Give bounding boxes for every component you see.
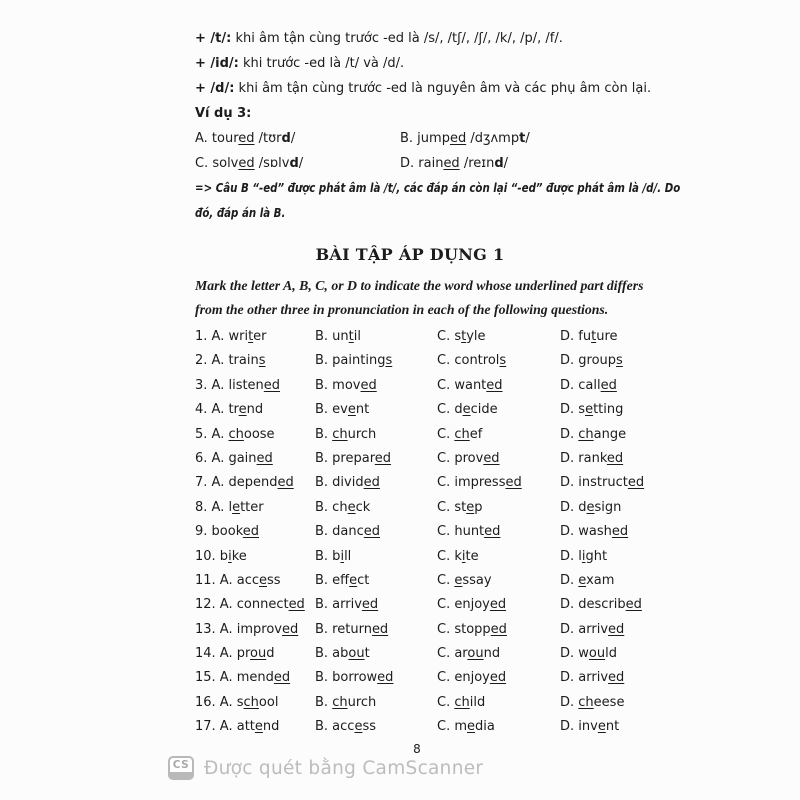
underlined-part: ed: [363, 524, 381, 540]
question-option: B. event: [315, 402, 370, 418]
question-option: 12. A. connected: [195, 597, 305, 613]
questions-list: [195, 325, 675, 740]
question-option: C. media: [437, 719, 495, 735]
question-option: 8. A. letter: [195, 499, 264, 515]
question-row: [195, 593, 675, 617]
question-option: B. prepared: [315, 450, 392, 466]
question-row: [195, 520, 675, 544]
instruction-line: Mark the letter A, B, C, or D to indicate the word whose underlined part differs: [195, 278, 644, 293]
question-option: C. controls: [437, 353, 507, 369]
question-option: C. enjoyed: [437, 597, 507, 613]
question-row: [195, 349, 675, 373]
underlined-part: i: [340, 548, 345, 564]
question-option: B. effect: [315, 572, 370, 588]
underlined-part: ed: [281, 621, 299, 637]
question-option: C. essay: [437, 572, 492, 588]
question-option: D. groups: [560, 353, 623, 369]
question-row: [195, 715, 675, 739]
underlined-part: ed: [489, 597, 507, 613]
question-option: D. design: [560, 499, 622, 515]
question-option: D. future: [560, 329, 618, 344]
underlined-part: ch: [578, 694, 594, 710]
example-option: D. rained /reɪnd/: [400, 156, 509, 171]
question-option: 2. A. trains: [195, 353, 266, 369]
question-option: D. invent: [560, 719, 620, 735]
question-option: D. would: [560, 646, 617, 662]
question-option: D. described: [560, 597, 642, 613]
underlined-part: ou: [467, 646, 484, 662]
underlined-part: ou: [250, 646, 267, 662]
question-option: B. paintings: [315, 353, 393, 369]
conclusion-line: đó, đáp án là B.: [195, 206, 286, 221]
question-row: [195, 691, 675, 715]
question-option: 1. A. writer: [195, 329, 267, 344]
question-option: B. moved: [315, 377, 377, 393]
question-row: [195, 666, 675, 690]
example-option: C. solved /sɒlvd/: [195, 156, 304, 171]
underlined-part: e: [254, 719, 263, 735]
underlined-part: e: [586, 499, 595, 515]
underlined-part: ch: [454, 426, 470, 442]
underlined-part: s: [499, 353, 507, 369]
question-option: D. washed: [560, 524, 629, 540]
underlined-part: s: [616, 353, 623, 369]
underlined-part: ed: [242, 524, 260, 540]
underlined-part: ed: [489, 670, 507, 686]
underlined-part: ed: [627, 475, 645, 491]
underlined-part: ch: [332, 694, 348, 710]
underlined-part: e: [466, 499, 475, 515]
exercise-instruction: [195, 274, 675, 322]
page-content: [195, 26, 681, 757]
underlined-part: ed: [625, 597, 642, 613]
underlined-part: ed: [371, 621, 389, 637]
underlined-part: s: [385, 353, 393, 369]
camscanner-logo-text: CS: [172, 759, 190, 771]
question-option: 16. A. school: [195, 694, 279, 710]
note-line: + /d/: khi âm tận cùng trước -ed là nguyên âm và các phụ âm còn lại.: [195, 81, 652, 96]
page-number: 8: [413, 741, 421, 756]
question-option: 10. bike: [195, 548, 247, 564]
underlined-part: ed: [360, 377, 377, 393]
question-option: C. hunted: [437, 524, 501, 540]
question-option: B. arrived: [315, 597, 379, 613]
question-row: [195, 545, 675, 569]
question-option: B. access: [315, 719, 376, 735]
underlined-part: ed: [363, 475, 380, 491]
question-option: B. danced: [315, 524, 381, 540]
underlined-part: e: [354, 719, 363, 735]
question-row: [195, 642, 675, 666]
underlined-part: ch: [578, 426, 594, 442]
underlined-part: ed: [277, 475, 294, 491]
question-option: B. returned: [315, 621, 389, 637]
underlined-part: ed: [505, 475, 522, 491]
underlined-part: ed: [374, 450, 392, 466]
question-row: [195, 569, 675, 593]
underlined-part: ch: [243, 694, 259, 710]
underlined-part: e: [238, 402, 247, 418]
question-option: C. proved: [437, 450, 500, 466]
question-row: [195, 374, 675, 398]
underlined-part: e: [578, 572, 587, 588]
question-option: B. about: [315, 646, 370, 662]
note-line: + /t/: khi âm tận cùng trước -ed là /s/, /tʃ/, /ʃ/, /k/, /p/, /f/.: [195, 31, 563, 46]
question-option: 9. booked: [195, 524, 260, 540]
camscanner-logo-bar: [170, 772, 192, 778]
question-row: [195, 447, 675, 471]
underlined-part: ed: [486, 377, 503, 393]
question-option: 15. A. mended: [195, 670, 291, 686]
underlined-part: i: [461, 548, 466, 564]
question-option: C. kite: [437, 548, 479, 564]
question-option: C. wanted: [437, 377, 503, 393]
question-option: D. exam: [560, 572, 615, 588]
question-row: [195, 423, 675, 447]
underlined-part: ed: [490, 621, 507, 637]
underlined-part: e: [232, 499, 241, 515]
question-option: D. setting: [560, 402, 624, 418]
underlined-part: e: [259, 572, 267, 588]
question-option: 14. A. proud: [195, 646, 275, 662]
underlined-part: e: [347, 402, 356, 418]
question-option: D. called: [560, 377, 617, 393]
underlined-part: t: [461, 329, 467, 344]
section-title: BÀI TẬP ÁP DỤNG 1: [315, 245, 505, 264]
underlined-part: ed: [608, 621, 625, 637]
question-option: C. step: [437, 499, 483, 515]
question-row: [195, 471, 675, 495]
question-option: B. divided: [315, 475, 380, 491]
example-title: Ví dụ 3:: [195, 106, 252, 121]
question-option: 6. A. gained: [195, 450, 273, 466]
question-option: D. cheese: [560, 694, 625, 710]
question-option: B. borrowed: [315, 670, 394, 686]
question-option: B. check: [315, 499, 371, 515]
question-option: C. child: [437, 694, 486, 710]
example-options: [195, 126, 675, 176]
underlined-part: ed: [361, 597, 379, 613]
instruction-line: from the other three in pronunciation in each of the following questions.: [195, 302, 609, 317]
question-row: [195, 325, 675, 349]
question-option: D. arrived: [560, 621, 625, 637]
underlined-part: ed: [608, 670, 625, 686]
question-option: B. church: [315, 694, 377, 710]
example-option: B. jumped /dʒʌmpt/: [400, 131, 530, 146]
question-option: C. impressed: [437, 475, 522, 491]
question-option: B. church: [315, 426, 377, 442]
underlined-part: ed: [611, 524, 629, 540]
camscanner-watermark: [168, 756, 483, 780]
question-option: 17. A. attend: [195, 719, 280, 735]
question-option: C. enjoyed: [437, 670, 507, 686]
underlined-part: e: [349, 572, 358, 588]
question-option: 13. A. improved: [195, 621, 299, 637]
question-option: C. style: [437, 329, 486, 344]
underlined-part: t: [591, 329, 597, 344]
question-option: B. bill: [315, 548, 352, 564]
example-answer-explanation: [195, 176, 691, 226]
underlined-part: t: [348, 329, 354, 344]
underlined-part: ed: [377, 670, 394, 686]
question-option: D. change: [560, 426, 627, 442]
underlined-part: i: [581, 548, 586, 564]
underlined-part: t: [248, 329, 254, 344]
question-option: D. ranked: [560, 450, 624, 466]
question-option: C. around: [437, 646, 501, 662]
question-option: D. arrived: [560, 670, 625, 686]
underlined-part: ed: [484, 524, 501, 540]
question-row: [195, 618, 675, 642]
underlined-part: ch: [454, 694, 470, 710]
question-option: D. light: [560, 548, 608, 564]
question-option: 11. A. access: [195, 572, 281, 588]
underlined-part: ed: [288, 597, 305, 613]
underlined-part: ed: [600, 377, 617, 393]
question-option: 3. A. listened: [195, 377, 281, 393]
underlined-part: s: [258, 353, 266, 369]
underlined-part: ch: [332, 426, 348, 442]
underlined-part: ed: [606, 450, 624, 466]
question-option: 5. A. choose: [195, 426, 275, 442]
underlined-part: ed: [273, 670, 291, 686]
question-option: C. decide: [437, 402, 498, 418]
note-line: + /id/: khi trước -ed là /t/ và /d/.: [195, 56, 405, 71]
underlined-part: ed: [263, 377, 281, 393]
question-row: [195, 398, 675, 422]
question-row: [195, 496, 675, 520]
underlined-part: e: [597, 719, 606, 735]
question-option: C. stopped: [437, 621, 507, 637]
underlined-part: ed: [256, 450, 273, 466]
underlined-part: e: [467, 719, 476, 735]
underlined-part: e: [347, 499, 356, 515]
underlined-part: e: [585, 402, 594, 418]
question-option: B. until: [315, 329, 362, 344]
question-option: D. instructed: [560, 475, 645, 491]
watermark-text: Được quét bằng CamScanner: [204, 757, 484, 779]
question-option: C. chef: [437, 426, 483, 442]
underlined-part: ou: [348, 646, 365, 662]
example-option: A. toured /tʊrd/: [195, 131, 296, 146]
question-option: 7. A. depended: [195, 475, 294, 491]
underlined-part: ou: [588, 646, 606, 662]
underlined-part: i: [228, 548, 232, 564]
underlined-part: ch: [228, 426, 244, 442]
underlined-part: ed: [483, 450, 500, 466]
question-option: 4. A. trend: [195, 402, 264, 418]
camscanner-logo-icon: [168, 756, 194, 780]
conclusion-line: => Câu B “-ed” được phát âm là /t/, các đáp án còn lại “-ed” được phát âm là /d/. Do: [195, 181, 681, 196]
pronunciation-notes: [195, 26, 681, 226]
underlined-part: e: [462, 402, 471, 418]
underlined-part: e: [454, 572, 463, 588]
